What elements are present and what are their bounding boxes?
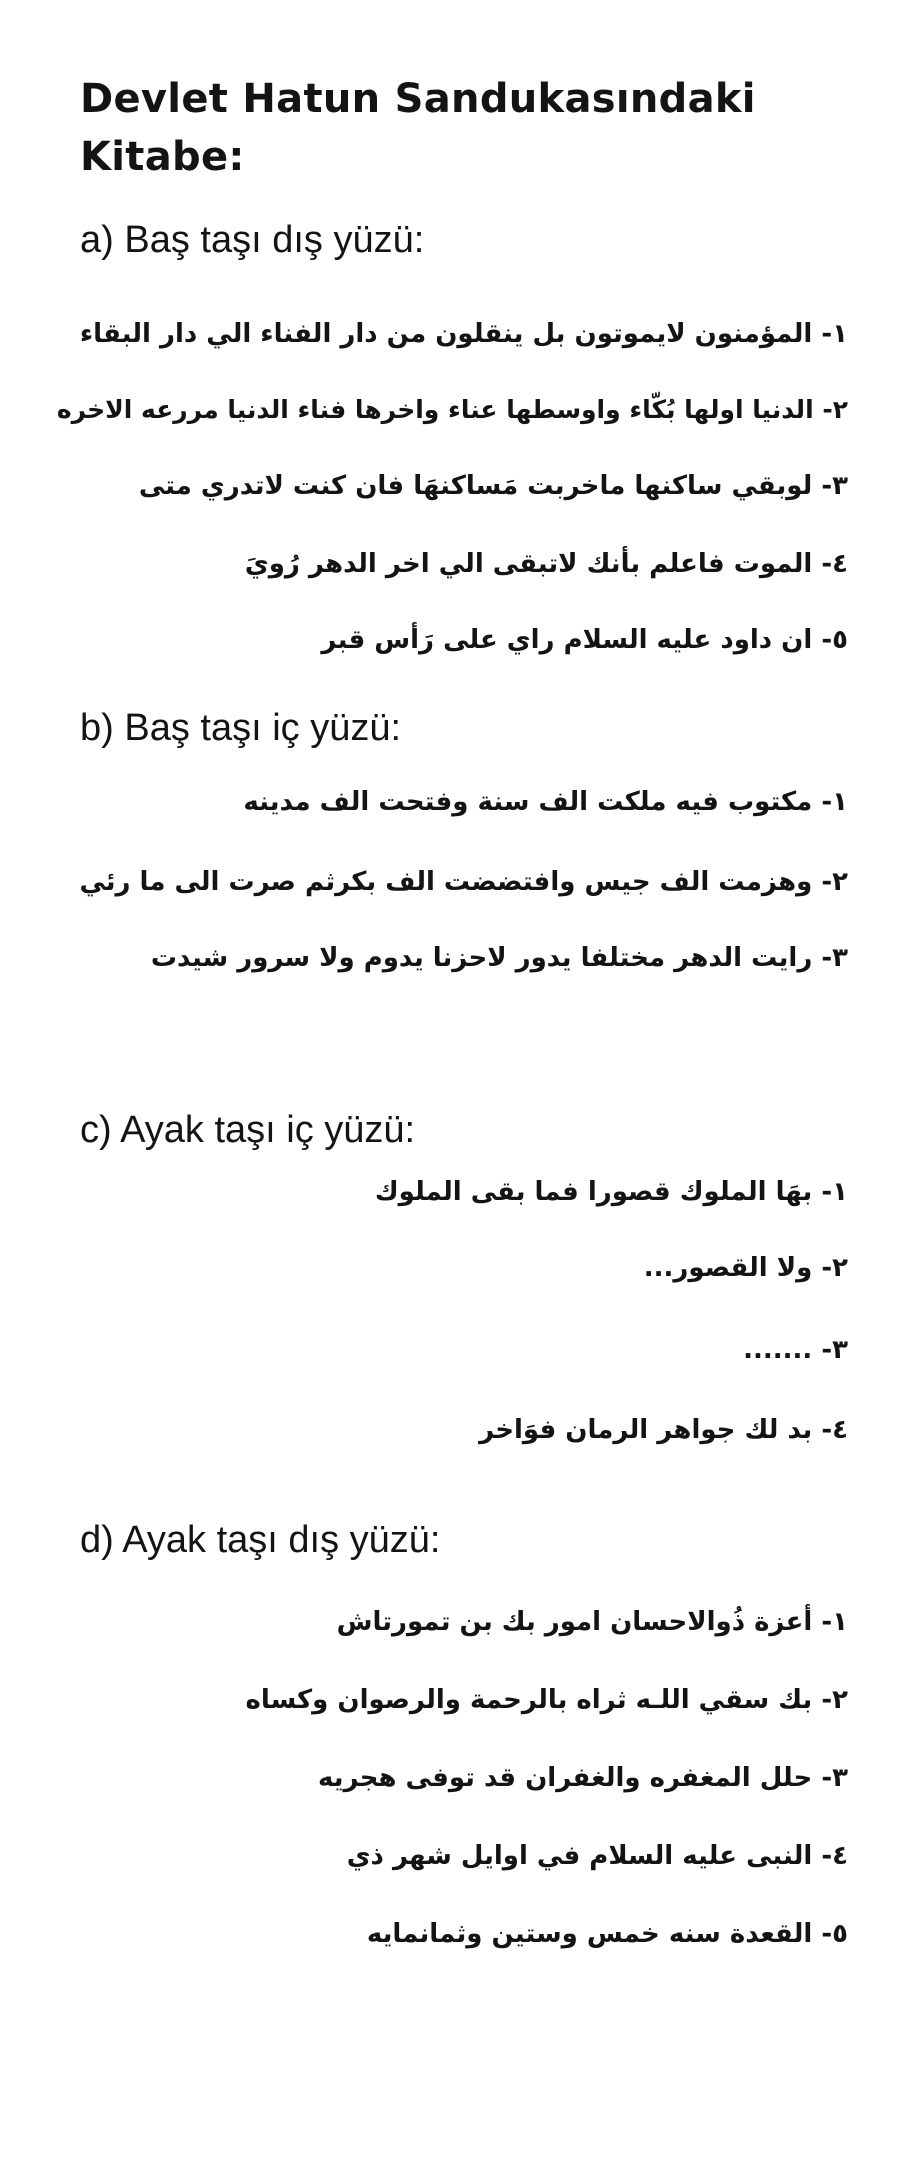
inscription-line: ٣- لوبقي ساكنها ماخربت مَساكنهَا فان كنت لاتدري متى	[138, 471, 848, 501]
inscription-line: ٣- رايت الدهر مختلفا يدور لاحزنا يدوم ولا سرور شيدت	[150, 943, 848, 973]
inscription-line: ١- بهَا الملوك قصورا فما بقى الملوك	[374, 1177, 848, 1207]
section-heading-a: a) Baş taşı dış yüzü:	[80, 219, 425, 261]
section-heading-c: c) Ayak taşı iç yüzü:	[80, 1109, 416, 1151]
inscription-line: ٢- الدنيا اولها بُكّاء واوسطها عناء واخرها فناء الدنيا مررعه الاخره	[56, 395, 848, 424]
inscription-line: ٥- القعدة سنه خمس وستين وثمانمايه	[366, 1919, 848, 1949]
inscription-line: ٢- ولا القصور...	[643, 1253, 848, 1283]
inscription-line: ٤- بد لك جواهر الرمان فوَاخر	[479, 1415, 848, 1445]
inscription-line: ٥- ان داود عليه السلام راي على رَأس قبر	[321, 625, 848, 655]
inscription-line: ١- مكتوب فيه ملكت الف سنة وفتحت الف مدينه	[243, 787, 848, 817]
inscription-line: ٢- بك سقي اللـه ثراه بالرحمة والرصوان وكساه	[245, 1685, 848, 1715]
inscription-line: ٤- الموت فاعلم بأنك لاتبقى الي اخر الدهر رُويَ	[244, 549, 848, 579]
inscription-line: ١- المؤمنون لايموتون بل ينقلون من دار الفناء الي دار البقاء	[79, 319, 848, 349]
section-heading-b: b) Baş taşı iç yüzü:	[80, 707, 402, 749]
inscription-line: ٢- وهزمت الف جيس وافتضضت الف بكرثم صرت الى ما رئي	[79, 867, 848, 897]
inscription-line: ١- أعزة ذُوالاحسان امور بك بن تمورتاش	[336, 1607, 848, 1637]
section-heading-d: d) Ayak taşı dış yüzü:	[80, 1519, 441, 1561]
inscription-line: ٣- حلل المغفره والغفران قد توفى هجريه	[318, 1763, 848, 1793]
inscription-line: ٤- النبى عليه السلام في اوايل شهر ذي	[346, 1841, 848, 1871]
inscription-line: ٣- .......	[743, 1335, 848, 1365]
document-title: Devlet Hatun Sandukasındaki Kitabe:	[80, 76, 756, 180]
